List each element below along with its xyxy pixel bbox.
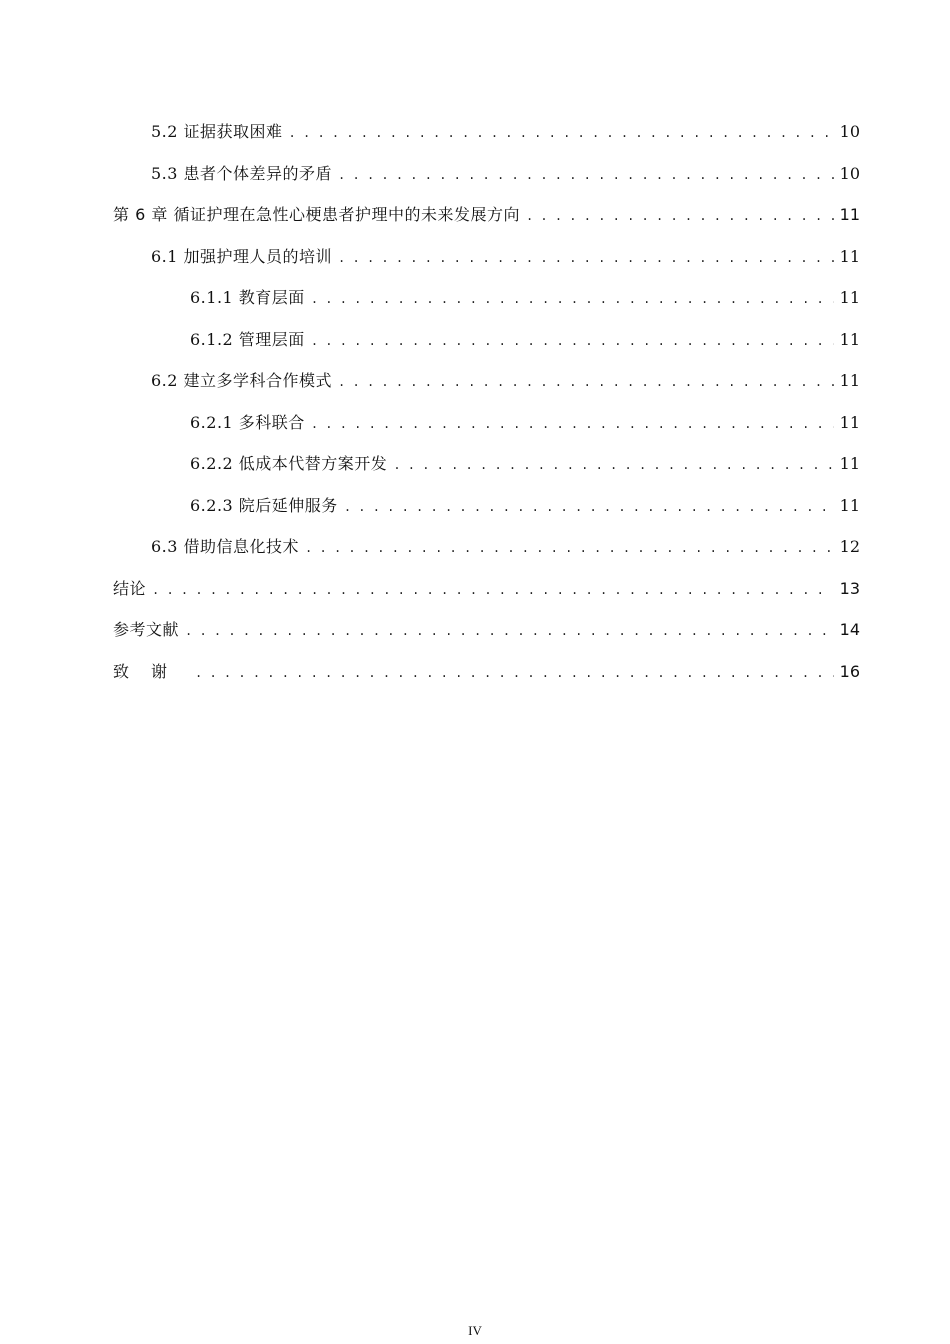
dot-leader	[311, 410, 834, 438]
toc-entry-title: 6.3 借助信息化技术	[151, 537, 300, 556]
table-of-contents	[113, 118, 860, 699]
toc-entry-title: 6.1 加强护理人员的培训	[151, 246, 333, 266]
toc-entry-acknowledgements[interactable]	[113, 658, 860, 700]
toc-entry-page: 11	[839, 246, 860, 266]
toc-entry-page: 12	[839, 537, 860, 556]
dot-leader	[393, 451, 833, 479]
toc-entry-page: 10	[839, 122, 860, 141]
toc-entry-title: 6.2.3 院后延伸服务	[190, 495, 338, 515]
toc-entry-title: 5.2 证据获取困难	[151, 122, 283, 141]
toc-entry-title: 6.2 建立多学科合作模式	[151, 371, 333, 390]
toc-entry-page: 11	[839, 371, 860, 390]
toc-entry-6-2-3[interactable]	[113, 492, 860, 534]
toc-entry-6-1[interactable]	[113, 243, 860, 285]
toc-entry-6-3[interactable]	[113, 533, 860, 575]
toc-entry-6-2-1[interactable]	[113, 409, 860, 451]
dot-leader	[338, 368, 834, 396]
dot-leader	[195, 659, 834, 687]
dot-leader	[305, 534, 834, 562]
toc-entry-page: 11	[839, 495, 860, 515]
toc-entry-title: 参考文献	[113, 620, 180, 639]
toc-entry-title: 6.1.1 教育层面	[190, 288, 305, 307]
toc-entry-title: 6.1.2 管理层面	[190, 329, 305, 349]
dot-leader	[311, 327, 834, 355]
toc-entry-page: 13	[839, 578, 860, 598]
dot-leader	[338, 161, 834, 189]
toc-entry-6-1-1[interactable]	[113, 284, 860, 326]
toc-entry-chapter-6[interactable]	[113, 201, 860, 243]
toc-entry-title: 6.2.1 多科联合	[190, 412, 305, 432]
toc-entry-title: 致谢	[113, 661, 190, 681]
toc-entry-page: 14	[839, 620, 860, 639]
toc-entry-6-2[interactable]	[113, 367, 860, 409]
toc-entry-page: 11	[839, 288, 860, 307]
toc-entry-title: 5.3 患者个体差异的矛盾	[151, 163, 333, 183]
toc-entry-title: 6.2.2 低成本代替方案开发	[190, 454, 388, 473]
dot-leader	[338, 244, 834, 272]
toc-entry-page: 16	[839, 661, 860, 681]
page-number: IV	[468, 1323, 482, 1338]
toc-entry-6-1-2[interactable]	[113, 326, 860, 368]
toc-entry-page: 11	[839, 454, 860, 473]
dot-leader	[152, 576, 834, 604]
toc-entry-references[interactable]	[113, 616, 860, 658]
toc-entry-6-2-2[interactable]	[113, 450, 860, 492]
dot-leader	[526, 202, 834, 230]
toc-entry-conclusion[interactable]	[113, 575, 860, 617]
toc-entry-title: 结论	[113, 578, 147, 598]
toc-entry-page: 11	[839, 205, 860, 224]
toc-entry-page: 11	[839, 412, 860, 432]
dot-leader	[344, 493, 834, 521]
toc-entry-5-3[interactable]	[113, 160, 860, 202]
dot-leader	[311, 285, 834, 313]
toc-entry-page: 10	[839, 163, 860, 183]
dot-leader	[289, 119, 834, 147]
dot-leader	[185, 617, 834, 645]
toc-entry-5-2[interactable]	[113, 118, 860, 160]
toc-entry-title: 第 6 章 循证护理在急性心梗患者护理中的未来发展方向	[113, 205, 520, 224]
toc-entry-page: 11	[839, 329, 860, 349]
